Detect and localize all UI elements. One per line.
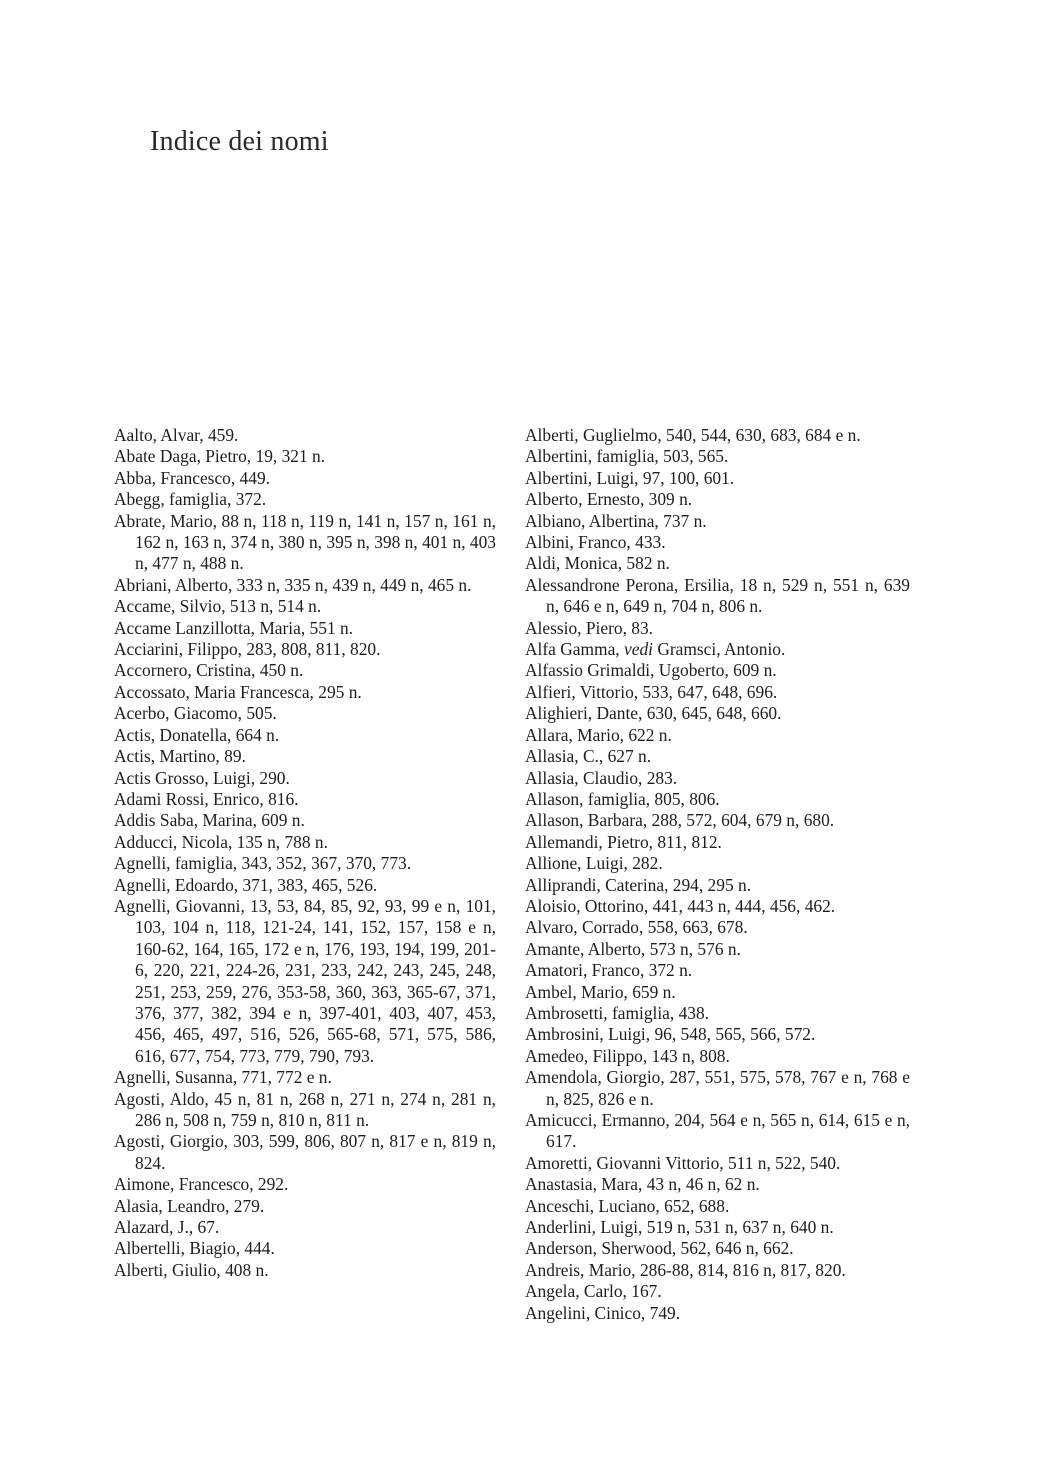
index-entry: Angelini, Cinico, 749. xyxy=(525,1302,681,1323)
index-entry: Accornero, Cristina, 450 n. xyxy=(114,660,304,681)
page-title: Indice dei nomi xyxy=(150,126,329,157)
index-entry: Alessio, Piero, 83. xyxy=(525,617,654,638)
index-entry: Albini, Franco, 433. xyxy=(525,532,666,553)
index-entry: Alighieri, Dante, 630, 645, 648, 660. xyxy=(525,703,782,724)
index-entry: Amante, Alberto, 573 n, 576 n. xyxy=(525,938,741,959)
index-entry: Albertini, Luigi, 97, 100, 601. xyxy=(525,467,735,488)
index-entry: Allara, Mario, 622 n. xyxy=(525,724,672,745)
index-entry: Accame Lanzillotta, Maria, 551 n. xyxy=(114,617,354,638)
index-entry: Amoretti, Giovanni Vittorio, 511 n, 522, 540. xyxy=(525,1152,841,1173)
index-entry: Alazard, J., 67. xyxy=(114,1217,220,1238)
index-entry: Alberti, Giulio, 408 n. xyxy=(114,1259,269,1280)
index-entry: Agnelli, Giovanni, 13, 53, 84, 85, 92, 93, 99 e n, 101, 103, 104 n, 118, 121-24, 141, 152, 157, 158 e n, 160-62, 164, 165, 172 e n, 176, 193, 194, 199, 201-6, 220, 221, 224-26, 231, 233, 242, 243, 245, 248, 251, 253, 259, 276, 353-58, 360, 363, 365-67, 371, 376, 377, 382, 394 e n, 397-401, 403, 407, 453, 456, 465, 497, 516, 526, 565-68, 571, 575, 586, 616, 677, 754, 773, 779, 790, 793. xyxy=(114,895,496,1066)
index-column-right xyxy=(525,425,910,1324)
index-entry: Actis, Donatella, 664 n. xyxy=(114,724,280,745)
index-entry: Alasia, Leandro, 279. xyxy=(114,1195,265,1216)
index-entry-cross-reference xyxy=(525,639,910,660)
index-entry: Actis, Martino, 89. xyxy=(114,746,246,767)
index-entry: Agosti, Aldo, 45 n, 81 n, 268 n, 271 n, 274 n, 281 n, 286 n, 508 n, 759 n, 810 n, 811 n. xyxy=(114,1088,496,1130)
index-entry: Alberti, Guglielmo, 540, 544, 630, 683, 684 e n. xyxy=(525,425,861,445)
index-entry: Ambrosini, Luigi, 96, 548, 565, 566, 572. xyxy=(525,1024,816,1045)
index-entry: Aalto, Alvar, 459. xyxy=(114,425,239,445)
index-entry: Alberto, Ernesto, 309 n. xyxy=(525,489,693,510)
index-entry: Accame, Silvio, 513 n, 514 n. xyxy=(114,596,322,617)
index-entry: Aimone, Francesco, 292. xyxy=(114,1174,289,1195)
index-entry: Acerbo, Giacomo, 505. xyxy=(114,703,277,724)
index-entry: Ambrosetti, famiglia, 438. xyxy=(525,1002,710,1023)
index-entry: Allasia, Claudio, 283. xyxy=(525,767,678,788)
index-entry: Angela, Carlo, 167. xyxy=(525,1281,662,1302)
index-entry: Albertelli, Biagio, 444. xyxy=(114,1238,275,1259)
index-entry: Alfieri, Vittorio, 533, 647, 648, 696. xyxy=(525,681,778,702)
index-entry: Alessandrone Perona, Ersilia, 18 n, 529 n, 551 n, 639 n, 646 e n, 649 n, 704 n, 806 n. xyxy=(525,574,910,617)
index-entry-target: Gramsci, Antonio. xyxy=(652,639,786,660)
index-column-left xyxy=(114,425,496,1281)
index-entry: Acciarini, Filippo, 283, 808, 811, 820. xyxy=(114,639,381,660)
index-entry: Abriani, Alberto, 333 n, 335 n, 439 n, 449 n, 465 n. xyxy=(114,574,472,595)
index-entry: Agosti, Giorgio, 303, 599, 806, 807 n, 817 e n, 819 n, 824. xyxy=(114,1131,496,1173)
index-entry: Alvaro, Corrado, 558, 663, 678. xyxy=(525,917,748,938)
index-entry: Agnelli, Susanna, 771, 772 e n. xyxy=(114,1067,332,1088)
index-entry: Amendola, Giorgio, 287, 551, 575, 578, 767 e n, 768 e n, 825, 826 e n. xyxy=(525,1067,910,1109)
index-entry: Amicucci, Ermanno, 204, 564 e n, 565 n, 614, 615 e n, 617. xyxy=(525,1110,910,1152)
index-entry: Anderson, Sherwood, 562, 646 n, 662. xyxy=(525,1238,794,1259)
index-entry: Anceschi, Luciano, 652, 688. xyxy=(525,1195,730,1216)
index-entry: Adami Rossi, Enrico, 816. xyxy=(114,788,299,809)
index-entry: Albertini, famiglia, 503, 565. xyxy=(525,446,729,467)
index-entry-name: Alfa Gamma, xyxy=(525,639,624,660)
index-entry: Albiano, Albertina, 737 n. xyxy=(525,510,707,531)
index-entry: Actis Grosso, Luigi, 290. xyxy=(114,767,290,788)
index-entry: Accossato, Maria Francesca, 295 n. xyxy=(114,681,362,702)
index-entry: Aldi, Monica, 582 n. xyxy=(525,553,670,574)
index-entry: Andreis, Mario, 286-88, 814, 816 n, 817, 820. xyxy=(525,1259,846,1280)
index-entry: Abate Daga, Pietro, 19, 321 n. xyxy=(114,446,326,467)
index-entry: Allason, famiglia, 805, 806. xyxy=(525,788,720,809)
index-entry: Allasia, C., 627 n. xyxy=(525,746,652,767)
index-entry: Adducci, Nicola, 135 n, 788 n. xyxy=(114,831,328,852)
index-entry: Amedeo, Filippo, 143 n, 808. xyxy=(525,1045,730,1066)
see-reference: vedi xyxy=(624,639,653,660)
index-entry: Anastasia, Mara, 43 n, 46 n, 62 n. xyxy=(525,1174,760,1195)
index-entry: Anderlini, Luigi, 519 n, 531 n, 637 n, 640 n. xyxy=(525,1217,834,1238)
index-entry: Abrate, Mario, 88 n, 118 n, 119 n, 141 n, 157 n, 161 n, 162 n, 163 n, 374 n, 380 n, 395 n, 398 n, 401 n, 403 n, 477 n, 488 n. xyxy=(114,510,496,574)
index-entry: Amatori, Franco, 372 n. xyxy=(525,960,693,981)
index-entry: Allemandi, Pietro, 811, 812. xyxy=(525,831,722,852)
index-entry: Alfassio Grimaldi, Ugoberto, 609 n. xyxy=(525,660,777,681)
index-entry: Allason, Barbara, 288, 572, 604, 679 n, 680. xyxy=(525,810,835,831)
index-entry: Aloisio, Ottorino, 441, 443 n, 444, 456, 462. xyxy=(525,895,836,916)
index-entry: Addis Saba, Marina, 609 n. xyxy=(114,810,305,831)
index-entry: Abegg, famiglia, 372. xyxy=(114,489,267,510)
index-entry: Agnelli, famiglia, 343, 352, 367, 370, 773. xyxy=(114,853,412,874)
index-entry: Abba, Francesco, 449. xyxy=(114,467,270,488)
index-entry: Agnelli, Edoardo, 371, 383, 465, 526. xyxy=(114,874,378,895)
index-entry: Ambel, Mario, 659 n. xyxy=(525,981,676,1002)
index-entry: Alliprandi, Caterina, 294, 295 n. xyxy=(525,874,752,895)
index-entry: Allione, Luigi, 282. xyxy=(525,853,663,874)
